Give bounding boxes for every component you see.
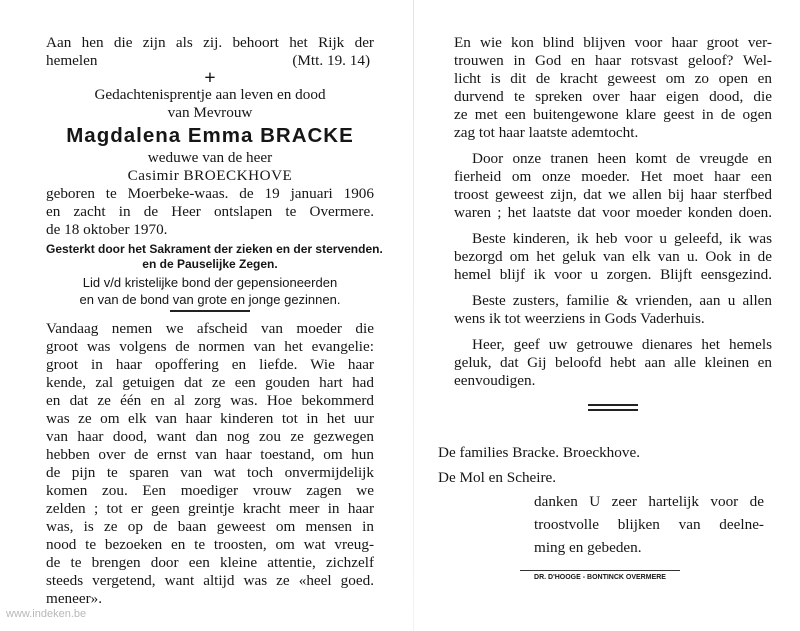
eulogy-line: nood te bezoeken en te troosten, om wat vreug- — [46, 536, 374, 553]
eulogy-line: steeds vergetend, want altijd was ze «heel goed. — [46, 572, 374, 589]
intro-mevrouw: van Mevrouw — [167, 104, 253, 121]
eulogy-line: kende, zal getuigen dat ze een gouden hart had — [46, 374, 374, 391]
text-line: geluk, dat Gij beloofd hebt aan alle kleinen en — [454, 354, 772, 371]
thanks-line: ming en gebeden. — [534, 539, 642, 556]
double-rule-divider — [588, 404, 638, 411]
membership-line: Lid v/d kristelijke bond der gepensioneerden — [82, 275, 338, 290]
eulogy-line: groot was volgens de normen van het evangelie: — [46, 338, 374, 355]
eulogy-line: groot in haar opoffering en liefde. Wie haar — [46, 356, 374, 373]
eulogy-line: de pijn te sparen van wat toch onvermijdelijk — [46, 464, 374, 481]
intro-line: Gedachtenisprentje aan leven en dood — [94, 86, 326, 103]
eulogy-line: was ze om elk van haar kinderen tot in het uur — [46, 410, 374, 427]
printer-credit: DR. D'HOOGE - BONTINCK OVERMERE — [520, 570, 680, 582]
cross-icon: + — [204, 67, 216, 89]
membership-line-2: en van de bond van grote en jonge gezinnen. — [79, 292, 341, 307]
paragraph-prayer — [454, 336, 772, 390]
families-line: De families Bracke. Broeckhove. — [438, 444, 640, 461]
left-panel — [46, 34, 383, 608]
text-line: waren ; het laatste dat voor moeder konden doen. — [454, 204, 772, 221]
eulogy-line: meneer». — [46, 590, 103, 607]
blessing-line: en de Pauselijke Zegen. — [142, 257, 278, 271]
text-line: troost geweest zijn, dat we allen bij haar sterfbed — [454, 186, 772, 203]
text-line: Door onze tranen heen komt de vreugde en — [472, 150, 772, 167]
text-line: Heer, geef uw getrouwe dienares het hemels — [472, 336, 772, 353]
thanks-line: troostvolle blijken van deelne- — [534, 516, 764, 533]
text-line: zag tot haar laatste ademtocht. — [454, 124, 639, 141]
eulogy-line: hebben over de ernst van haar toestand, om hun — [46, 446, 374, 463]
eulogy-line: zelden ; tot er geen greintje kracht meer in haar — [46, 500, 374, 517]
thanks-block — [534, 490, 764, 559]
eulogy-text — [46, 320, 374, 608]
text-line: hemel blijf ik voor u zorgen. Blijft eensgezind. — [454, 266, 772, 283]
text-line: licht is dit de kracht geweest om zo open en — [454, 70, 772, 87]
text-line: En wie kon blind blijven voor haar groot ver- — [454, 34, 772, 51]
eulogy-line: van haar dood, want dan nog zou ze gezwegen — [46, 428, 374, 445]
text-line: fierheid om onze moeder. Het moet haar een — [454, 168, 772, 185]
families-line-2: De Mol en Scheire. — [438, 469, 557, 486]
death-date: de 18 oktober 1970. — [46, 221, 168, 238]
text-line: bezorgd om het geluk van elk van u. Ook in de — [454, 248, 772, 265]
scripture-line: Aan hen die zijn als zij. behoort het Rijk der — [46, 34, 374, 51]
birth-line: geboren te Moerbeke-waas. de 19 januari 1906 — [46, 185, 374, 202]
scripture-reference: (Mtt. 19. 14) — [292, 52, 370, 69]
text-line: Beste zusters, familie & vrienden, aan u allen — [472, 292, 772, 309]
eulogy-line: en dat ze één en al zorg was. Hoe bekommerd — [46, 392, 374, 409]
text-line: trouwen in God en haar rotsvast geloof? Wel- — [454, 52, 772, 69]
text-line: durvend te spreken over haar eigen dood, die — [454, 88, 772, 105]
paragraph-faith — [454, 34, 772, 142]
eulogy-line: komen zou. Een moediger vrouw zagen we — [46, 482, 374, 499]
family-signature — [438, 440, 768, 559]
scripture-text: hemelen — [46, 52, 98, 69]
widow-of: weduwe van de heer — [147, 149, 273, 166]
text-line: ze met een buitengewone klare geest in de ogen — [454, 106, 772, 123]
eulogy-line: Vandaag nemen we afscheid van moeder die — [46, 320, 374, 337]
paragraph-children — [454, 230, 772, 284]
husband-name: Casimir BROECKHOVE — [127, 167, 293, 184]
death-line: en zacht in de Heer ontslapen te Overmere. — [46, 203, 374, 220]
text-line: wens ik tot weerziens in Gods Vaderhuis. — [454, 310, 705, 327]
deceased-name: Magdalena Emma BRACKE — [66, 124, 354, 147]
paragraph-family — [454, 292, 772, 328]
sacrament-line: Gesterkt door het Sakrament der zieken en der stervenden. — [46, 242, 383, 256]
eulogy-line: de te brengen door een kleine attentie, zichzelf — [46, 554, 374, 571]
text-line: Beste kinderen, ik heb voor u geleefd, ik was — [472, 230, 772, 247]
eulogy-line: was, is ze op de baan geweest om mensen in — [46, 518, 374, 535]
thanks-line: danken U zeer hartelijk voor de — [534, 493, 764, 510]
right-panel — [454, 34, 772, 414]
card-fold — [413, 0, 414, 631]
paragraph-tears — [454, 150, 772, 222]
text-line: eenvoudigen. — [454, 372, 536, 389]
watermark: www.indeken.be — [6, 608, 87, 620]
